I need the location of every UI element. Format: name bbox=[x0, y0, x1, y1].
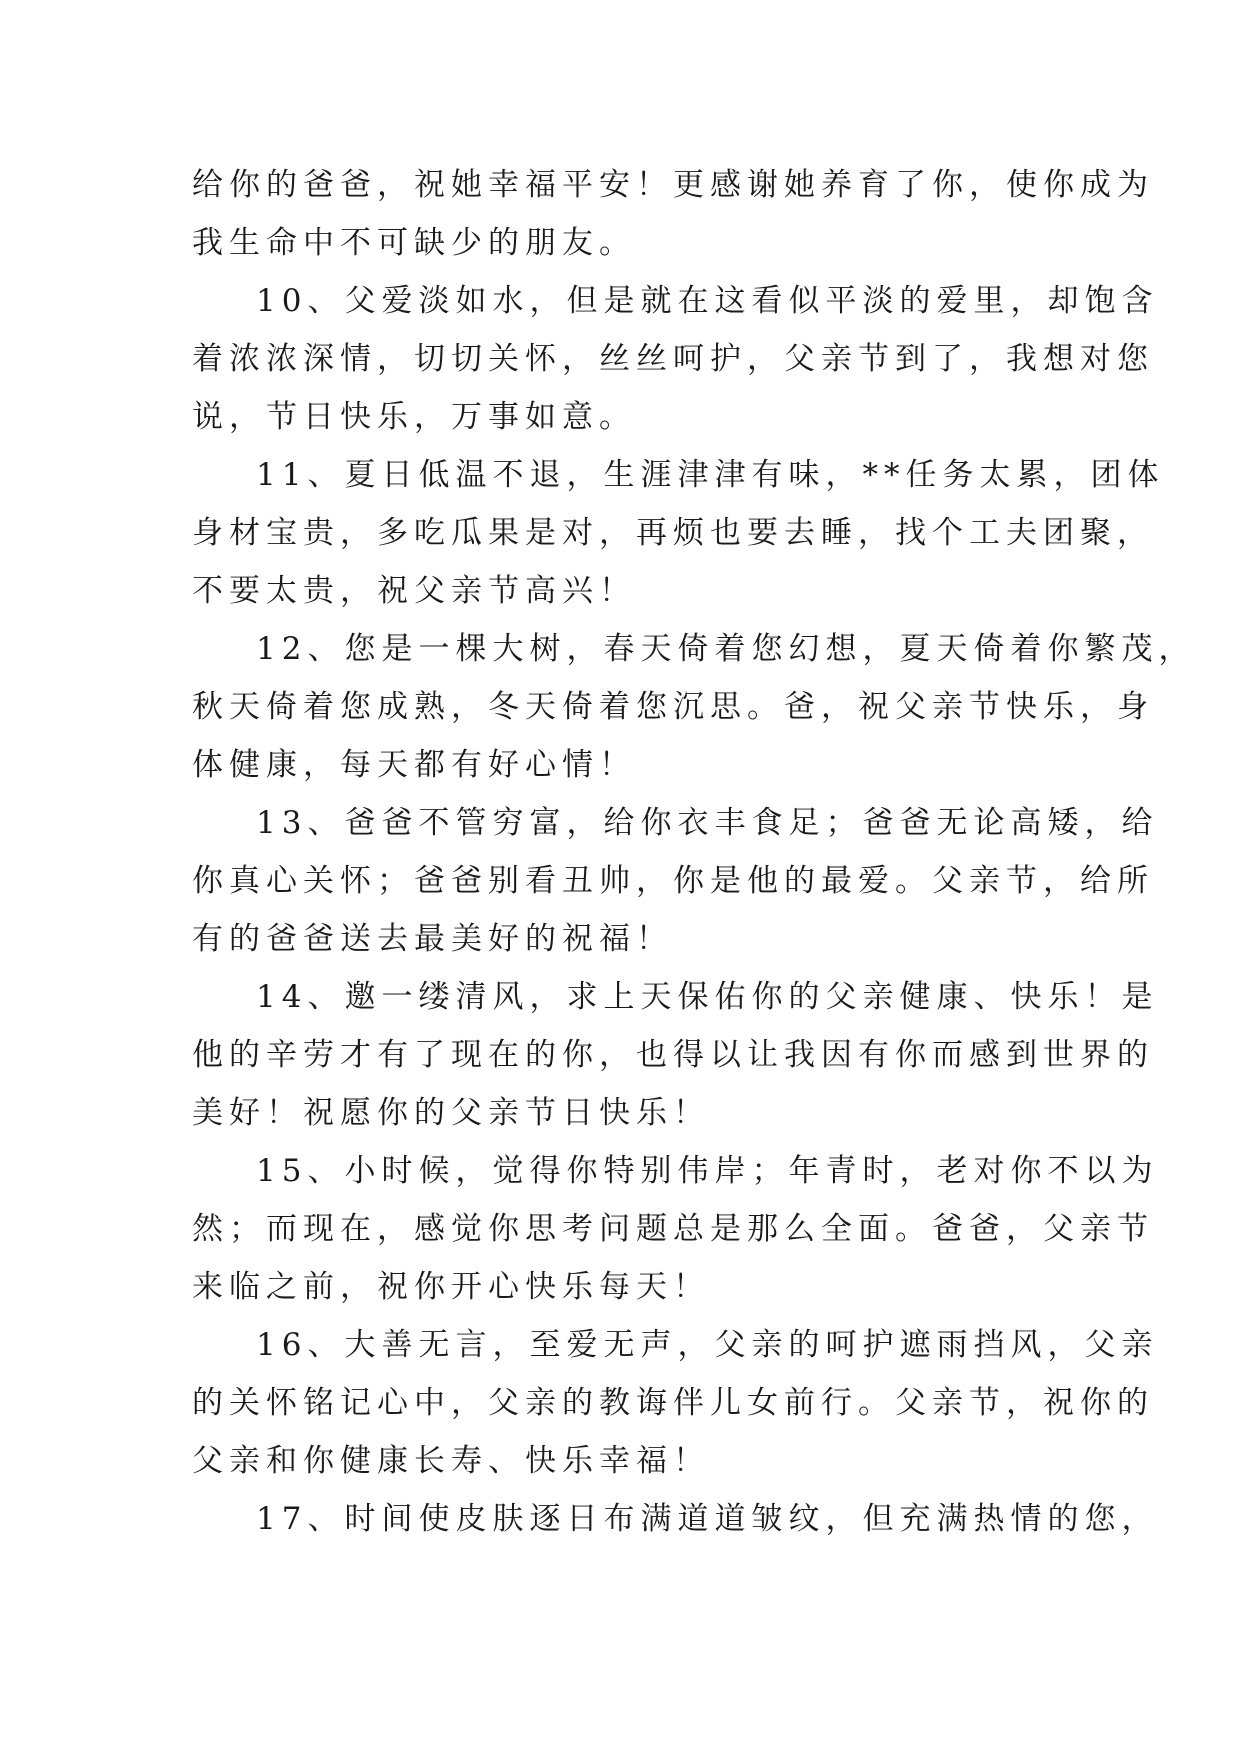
text-line: 10、父爱淡如水，但是就在这看似平淡的爱里，却饱含 bbox=[256, 283, 1159, 319]
text-line: 美好！祝愿你的父亲节日快乐！ bbox=[192, 1095, 710, 1131]
text-line: 秋天倚着您成熟，冬天倚着您沉思。爸，祝父亲节快乐，身 bbox=[192, 689, 1154, 725]
document-body bbox=[192, 156, 1196, 1548]
text-line: 来临之前，祝你开心快乐每天！ bbox=[192, 1269, 710, 1305]
text-line: 体健康，每天都有好心情！ bbox=[192, 747, 636, 783]
text-line: 的关怀铭记心中，父亲的教诲伴儿女前行。父亲节，祝你的 bbox=[192, 1385, 1154, 1421]
text-line: 12、您是一棵大树，春天倚着您幻想，夏天倚着你繁茂， bbox=[256, 631, 1196, 667]
text-line: 着浓浓深情，切切关怀，丝丝呵护，父亲节到了，我想对您 bbox=[192, 341, 1154, 377]
text-line: 15、小时候，觉得你特别伟岸；年青时，老对你不以为 bbox=[256, 1153, 1159, 1189]
text-line: 有的爸爸送去最美好的祝福！ bbox=[192, 921, 673, 957]
text-line: 他的辛劳才有了现在的你，也得以让我因有你而感到世界的 bbox=[192, 1037, 1154, 1073]
text-line: 然；而现在，感觉你思考问题总是那么全面。爸爸，父亲节 bbox=[192, 1211, 1154, 1247]
text-line: 不要太贵，祝父亲节高兴！ bbox=[192, 573, 636, 609]
text-line: 你真心关怀；爸爸别看丑帅，你是他的最爱。父亲节，给所 bbox=[192, 863, 1154, 899]
text-line: 我生命中不可缺少的朋友。 bbox=[192, 225, 636, 261]
text-line: 父亲和你健康长寿、快乐幸福！ bbox=[192, 1443, 710, 1479]
text-line: 11、夏日低温不退，生涯津津有味，**任务太累，团体 bbox=[256, 457, 1165, 493]
text-line: 16、大善无言，至爱无声，父亲的呵护遮雨挡风，父亲 bbox=[256, 1327, 1159, 1363]
text-line: 给你的爸爸，祝她幸福平安！更感谢她养育了你，使你成为 bbox=[192, 167, 1154, 203]
text-line: 身材宝贵，多吃瓜果是对，再烦也要去睡，找个工夫团聚， bbox=[192, 515, 1154, 551]
text-line: 说，节日快乐，万事如意。 bbox=[192, 399, 636, 435]
text-line: 17、时间使皮肤逐日布满道道皱纹，但充满热情的您， bbox=[256, 1501, 1159, 1537]
text-line: 13、爸爸不管穷富，给你衣丰食足；爸爸无论高矮，给 bbox=[256, 805, 1159, 841]
text-line: 14、邀一缕清风，求上天保佑你的父亲健康、快乐！是 bbox=[256, 979, 1159, 1015]
